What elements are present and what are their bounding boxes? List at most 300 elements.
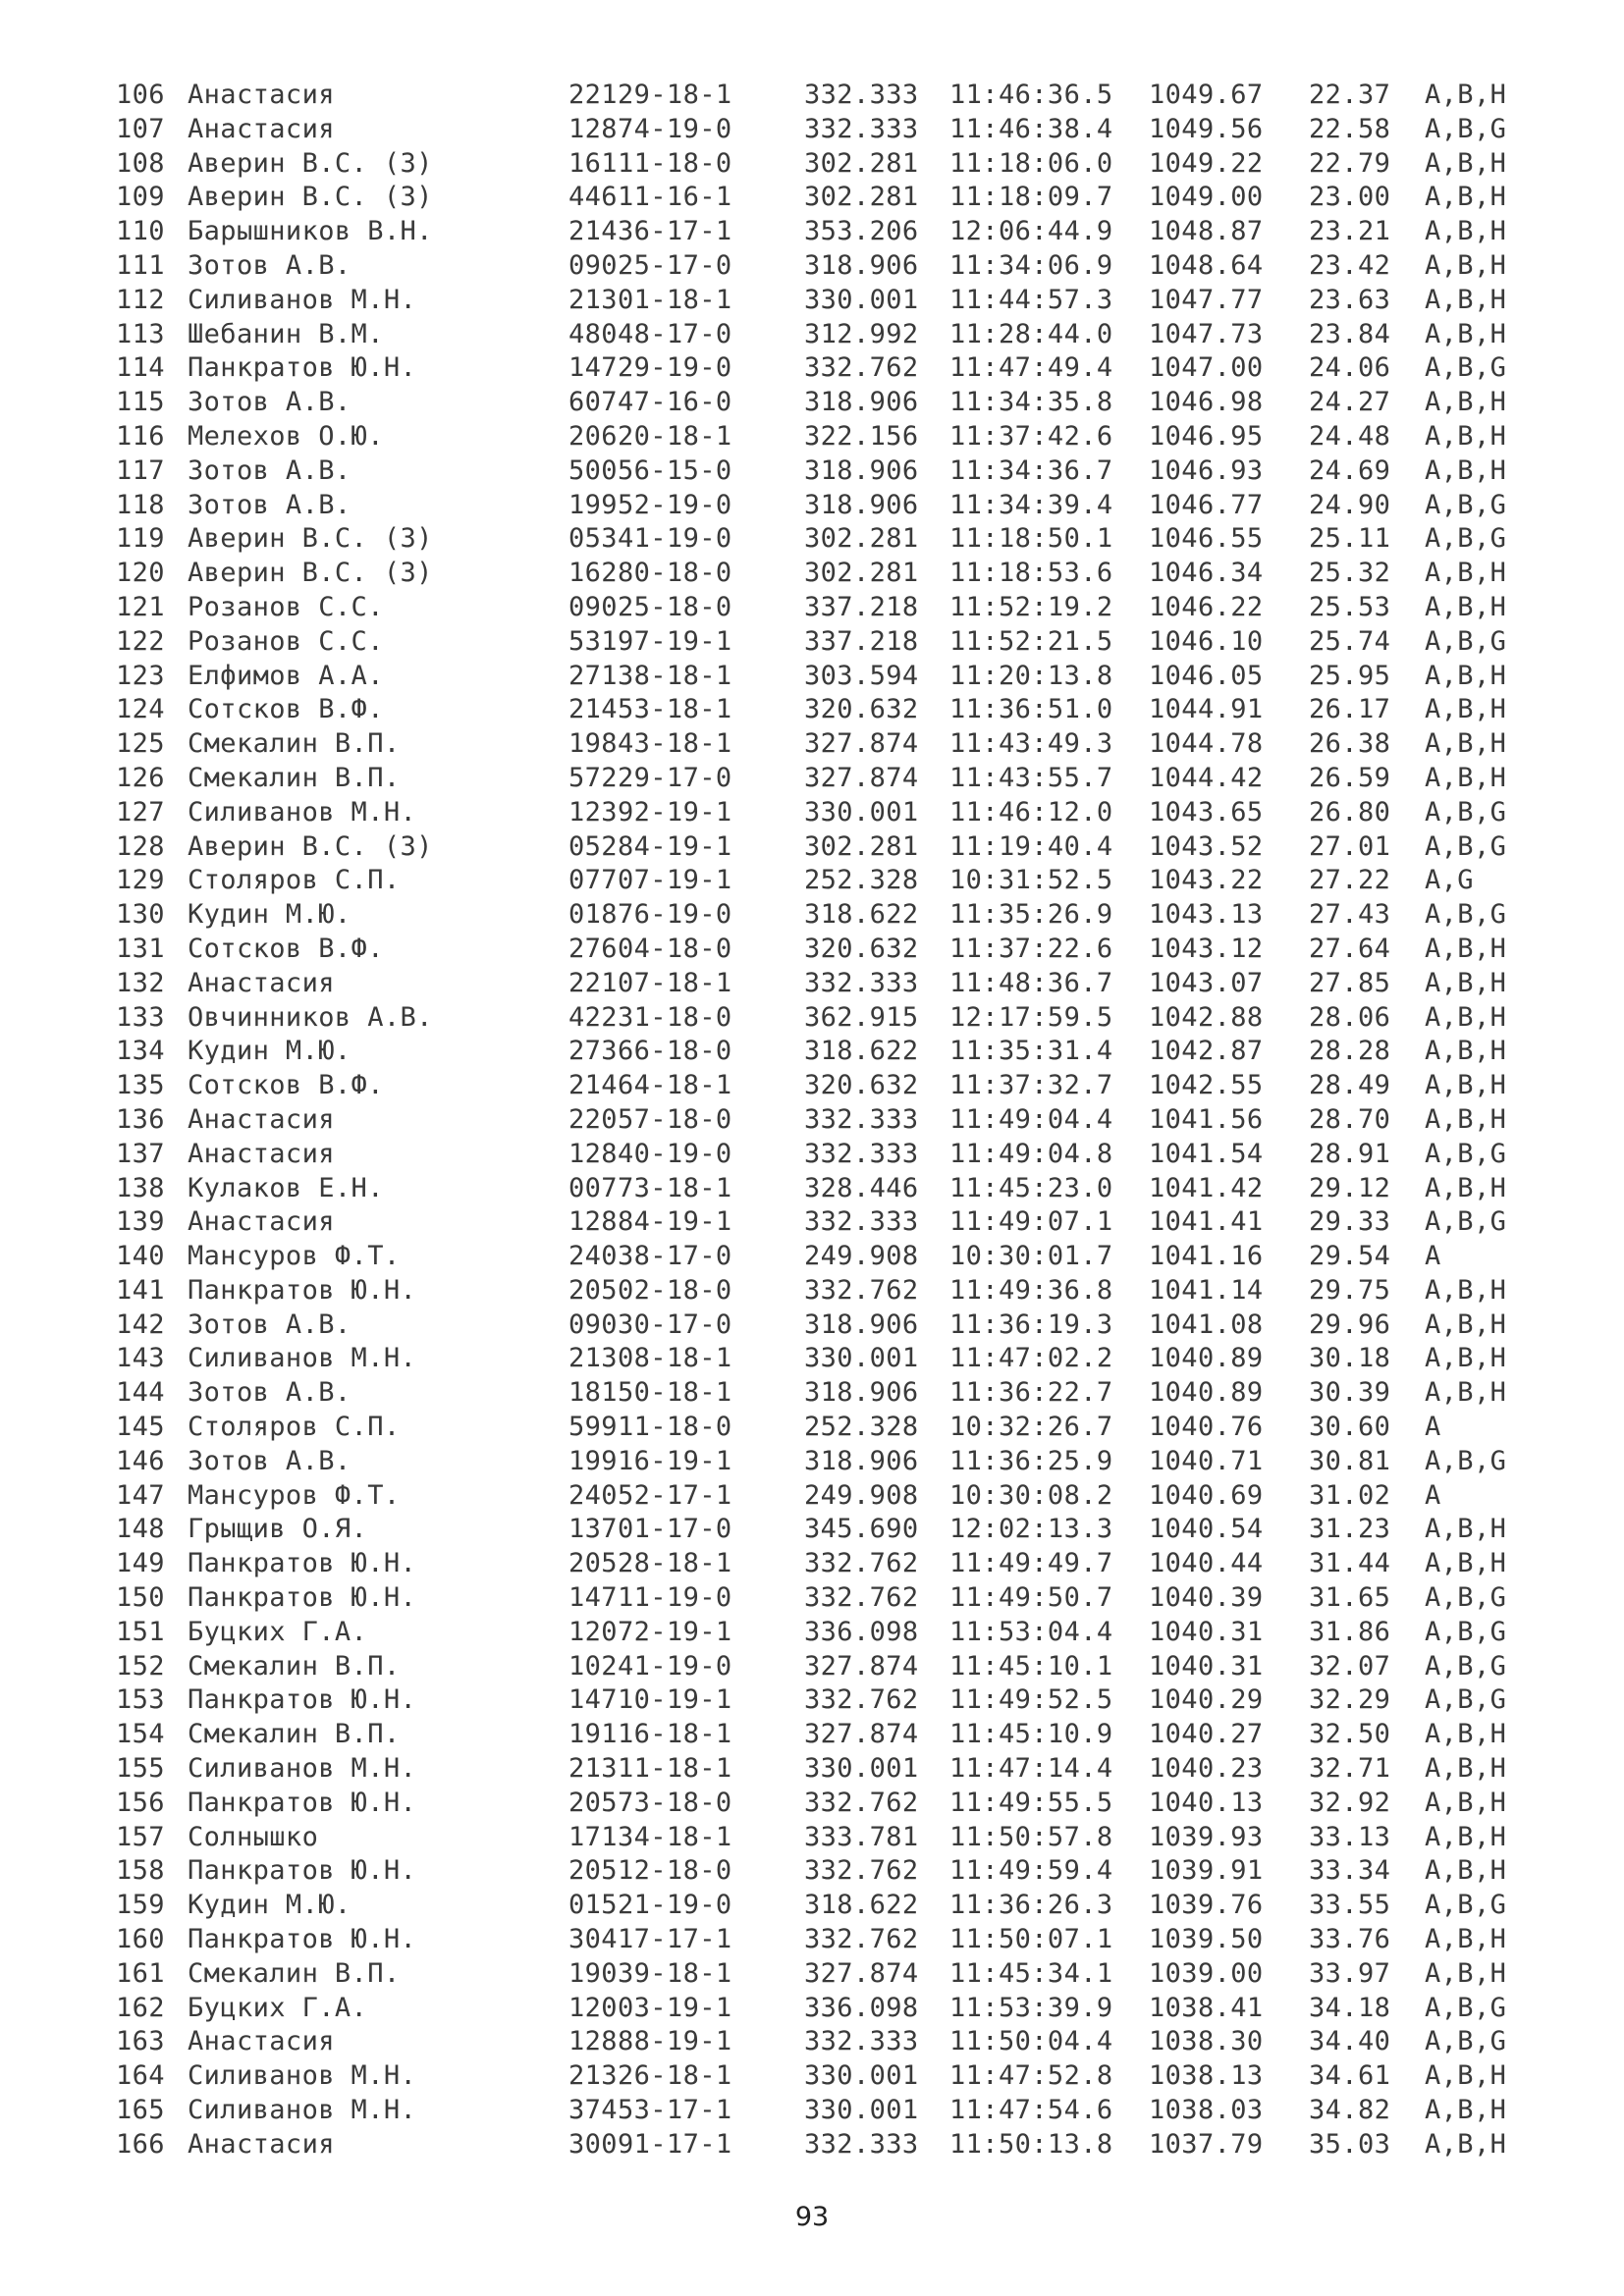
- coefficient-cell: 25.74: [1309, 625, 1391, 657]
- category-cell: A,B,H: [1425, 1957, 1507, 1989]
- fancier-name-cell: Силиванов М.Н.: [188, 1753, 417, 1785]
- table-row: [116, 762, 1533, 796]
- distance-cell: 336.098: [804, 1992, 919, 2023]
- distance-cell: 327.874: [804, 1650, 919, 1682]
- fancier-name-cell: Смекалин В.П.: [188, 1719, 401, 1750]
- speed-cell: 1040.89: [1149, 1343, 1264, 1374]
- coefficient-cell: 30.39: [1309, 1377, 1391, 1409]
- fancier-name-cell: Грыщив О.Я.: [188, 1514, 368, 1545]
- category-cell: A,B,G: [1425, 899, 1507, 931]
- category-cell: A,B,H: [1425, 762, 1507, 793]
- category-cell: A,B,H: [1425, 2128, 1507, 2160]
- table-row: [116, 1342, 1533, 1376]
- speed-cell: 1042.88: [1149, 1001, 1264, 1033]
- ring-number-cell: 00773-18-1: [568, 1172, 732, 1203]
- distance-cell: 332.762: [804, 1855, 919, 1887]
- ring-number-cell: 07707-19-1: [568, 865, 732, 896]
- table-row: [116, 1854, 1533, 1889]
- category-cell: A,B,G: [1425, 1206, 1507, 1238]
- category-cell: A,B,G: [1425, 830, 1507, 862]
- speed-cell: 1040.44: [1149, 1548, 1264, 1579]
- place-cell: 106: [116, 80, 165, 110]
- distance-cell: 337.218: [804, 591, 919, 622]
- category-cell: A,B,H: [1425, 284, 1507, 315]
- category-cell: A,B,H: [1425, 80, 1507, 110]
- table-row: [116, 522, 1533, 557]
- distance-cell: 252.328: [804, 1412, 919, 1443]
- ring-number-cell: 27366-18-0: [568, 1036, 732, 1067]
- arrival-time-cell: 11:34:06.9: [949, 249, 1113, 281]
- table-row: [116, 796, 1533, 830]
- fancier-name-cell: Барышников В.Н.: [188, 216, 433, 247]
- distance-cell: 330.001: [804, 2095, 919, 2126]
- distance-cell: 345.690: [804, 1514, 919, 1545]
- category-cell: A,B,H: [1425, 182, 1507, 213]
- arrival-time-cell: 11:47:02.2: [949, 1343, 1113, 1374]
- coefficient-cell: 34.40: [1309, 2026, 1391, 2057]
- speed-cell: 1044.78: [1149, 728, 1264, 760]
- ring-number-cell: 44611-16-1: [568, 182, 732, 213]
- arrival-time-cell: 11:48:36.7: [949, 967, 1113, 998]
- distance-cell: 327.874: [804, 762, 919, 793]
- coefficient-cell: 29.75: [1309, 1274, 1391, 1306]
- coefficient-cell: 25.53: [1309, 591, 1391, 622]
- arrival-time-cell: 11:36:22.7: [949, 1377, 1113, 1409]
- place-cell: 151: [116, 1616, 165, 1647]
- place-cell: 163: [116, 2026, 165, 2057]
- category-cell: A,B,H: [1425, 1001, 1507, 1033]
- page-number: 93: [794, 2202, 830, 2232]
- place-cell: 109: [116, 182, 165, 213]
- table-row: [116, 1992, 1533, 2026]
- speed-cell: 1049.22: [1149, 147, 1264, 179]
- category-cell: A,B,H: [1425, 249, 1507, 281]
- category-cell: A,B,G: [1425, 796, 1507, 828]
- ring-number-cell: 30417-17-1: [568, 1924, 732, 1955]
- fancier-name-cell: Панкратов Ю.Н.: [188, 1274, 417, 1306]
- distance-cell: 362.915: [804, 1001, 919, 1033]
- arrival-time-cell: 11:43:49.3: [949, 728, 1113, 760]
- table-row: [116, 1069, 1533, 1103]
- coefficient-cell: 34.82: [1309, 2095, 1391, 2126]
- arrival-time-cell: 10:31:52.5: [949, 865, 1113, 896]
- fancier-name-cell: Кудин М.Ю.: [188, 899, 352, 931]
- fancier-name-cell: Анастасия: [188, 80, 335, 110]
- speed-cell: 1039.76: [1149, 1890, 1264, 1921]
- category-cell: A,B,H: [1425, 1172, 1507, 1203]
- place-cell: 115: [116, 387, 165, 418]
- table-row: [116, 1274, 1533, 1308]
- category-cell: A,B,G: [1425, 625, 1507, 657]
- table-row: [116, 1035, 1533, 1069]
- ring-number-cell: 13701-17-0: [568, 1514, 732, 1545]
- table-row: [116, 967, 1533, 1001]
- fancier-name-cell: Зотов А.В.: [188, 1377, 352, 1409]
- table-row: [116, 1376, 1533, 1411]
- table-row: [116, 693, 1533, 727]
- arrival-time-cell: 11:44:57.3: [949, 284, 1113, 315]
- distance-cell: 318.906: [804, 1308, 919, 1340]
- category-cell: A,B,G: [1425, 1650, 1507, 1682]
- category-cell: A,B,G: [1425, 1445, 1507, 1476]
- fancier-name-cell: Зотов А.В.: [188, 249, 352, 281]
- speed-cell: 1039.50: [1149, 1924, 1264, 1955]
- table-row: [116, 898, 1533, 933]
- speed-cell: 1046.10: [1149, 625, 1264, 657]
- coefficient-cell: 32.07: [1309, 1650, 1391, 1682]
- place-cell: 112: [116, 284, 165, 315]
- place-cell: 122: [116, 625, 165, 657]
- arrival-time-cell: 11:49:59.4: [949, 1855, 1113, 1887]
- speed-cell: 1040.13: [1149, 1787, 1264, 1818]
- table-row: [116, 351, 1533, 386]
- table-row: [116, 591, 1533, 625]
- arrival-time-cell: 11:19:40.4: [949, 830, 1113, 862]
- fancier-name-cell: Панкратов Ю.Н.: [188, 1855, 417, 1887]
- distance-cell: 330.001: [804, 284, 919, 315]
- fancier-name-cell: Столяров С.П.: [188, 865, 401, 896]
- arrival-time-cell: 11:49:55.5: [949, 1787, 1113, 1818]
- coefficient-cell: 32.29: [1309, 1684, 1391, 1716]
- arrival-time-cell: 10:30:01.7: [949, 1241, 1113, 1272]
- ring-number-cell: 19952-19-0: [568, 489, 732, 520]
- ring-number-cell: 59911-18-0: [568, 1412, 732, 1443]
- table-row: [116, 284, 1533, 318]
- speed-cell: 1038.30: [1149, 2026, 1264, 2057]
- coefficient-cell: 31.02: [1309, 1479, 1391, 1511]
- distance-cell: 303.594: [804, 660, 919, 691]
- ring-number-cell: 17134-18-1: [568, 1821, 732, 1852]
- fancier-name-cell: Анастасия: [188, 2026, 335, 2057]
- category-cell: A,B,H: [1425, 147, 1507, 179]
- ring-number-cell: 21453-18-1: [568, 694, 732, 725]
- arrival-time-cell: 11:49:50.7: [949, 1582, 1113, 1614]
- speed-cell: 1039.00: [1149, 1957, 1264, 1989]
- ring-number-cell: 19039-18-1: [568, 1957, 732, 1989]
- speed-cell: 1049.00: [1149, 182, 1264, 213]
- ring-number-cell: 16111-18-0: [568, 147, 732, 179]
- speed-cell: 1039.93: [1149, 1821, 1264, 1852]
- ring-number-cell: 19916-19-1: [568, 1445, 732, 1476]
- table-row: [116, 181, 1533, 215]
- fancier-name-cell: Аверин В.С. (З): [188, 830, 433, 862]
- coefficient-cell: 32.71: [1309, 1753, 1391, 1785]
- fancier-name-cell: Зотов А.В.: [188, 1308, 352, 1340]
- fancier-name-cell: Овчинников А.В.: [188, 1001, 433, 1033]
- table-row: [116, 2128, 1533, 2163]
- coefficient-cell: 30.81: [1309, 1445, 1391, 1476]
- table-row: [116, 625, 1533, 660]
- speed-cell: 1046.22: [1149, 591, 1264, 622]
- distance-cell: 320.632: [804, 1070, 919, 1101]
- speed-cell: 1039.91: [1149, 1855, 1264, 1887]
- arrival-time-cell: 11:45:10.9: [949, 1719, 1113, 1750]
- category-cell: A: [1425, 1479, 1441, 1511]
- place-cell: 140: [116, 1241, 165, 1272]
- coefficient-cell: 33.55: [1309, 1890, 1391, 1921]
- fancier-name-cell: Панкратов Ю.Н.: [188, 1684, 417, 1716]
- ring-number-cell: 01876-19-0: [568, 899, 732, 931]
- category-cell: A,B,H: [1425, 1343, 1507, 1374]
- category-cell: A,B,H: [1425, 454, 1507, 486]
- category-cell: A,B,G: [1425, 1582, 1507, 1614]
- table-row: [116, 1752, 1533, 1787]
- table-row: [116, 830, 1533, 865]
- speed-cell: 1041.42: [1149, 1172, 1264, 1203]
- table-row: [116, 1616, 1533, 1650]
- fancier-name-cell: Анастасия: [188, 967, 335, 998]
- fancier-name-cell: Смекалин В.П.: [188, 1650, 401, 1682]
- category-cell: A,B,H: [1425, 216, 1507, 247]
- place-cell: 133: [116, 1001, 165, 1033]
- place-cell: 142: [116, 1308, 165, 1340]
- coefficient-cell: 34.61: [1309, 2060, 1391, 2092]
- place-cell: 111: [116, 249, 165, 281]
- table-row: [116, 1479, 1533, 1514]
- distance-cell: 332.762: [804, 1548, 919, 1579]
- fancier-name-cell: Кулаков Е.Н.: [188, 1172, 384, 1203]
- distance-cell: 332.762: [804, 1274, 919, 1306]
- fancier-name-cell: Буцких Г.А.: [188, 1992, 368, 2023]
- distance-cell: 318.906: [804, 489, 919, 520]
- arrival-time-cell: 11:36:51.0: [949, 694, 1113, 725]
- speed-cell: 1041.54: [1149, 1138, 1264, 1169]
- table-row: [116, 249, 1533, 284]
- distance-cell: 318.906: [804, 454, 919, 486]
- table-row: [116, 113, 1533, 147]
- ring-number-cell: 05284-19-1: [568, 830, 732, 862]
- category-cell: A,B,H: [1425, 1924, 1507, 1955]
- fancier-name-cell: Мансуров Ф.Т.: [188, 1241, 401, 1272]
- fancier-name-cell: Смекалин В.П.: [188, 762, 401, 793]
- fancier-name-cell: Мансуров Ф.Т.: [188, 1479, 401, 1511]
- coefficient-cell: 27.22: [1309, 865, 1391, 896]
- place-cell: 125: [116, 728, 165, 760]
- speed-cell: 1046.05: [1149, 660, 1264, 691]
- category-cell: A,B,G: [1425, 1684, 1507, 1716]
- coefficient-cell: 24.27: [1309, 387, 1391, 418]
- table-row: [116, 1103, 1533, 1138]
- arrival-time-cell: 11:20:13.8: [949, 660, 1113, 691]
- category-cell: A,B,G: [1425, 2026, 1507, 2057]
- coefficient-cell: 27.01: [1309, 830, 1391, 862]
- ring-number-cell: 12888-19-1: [568, 2026, 732, 2057]
- coefficient-cell: 22.58: [1309, 113, 1391, 144]
- category-cell: A: [1425, 1241, 1441, 1272]
- speed-cell: 1040.31: [1149, 1616, 1264, 1647]
- coefficient-cell: 24.69: [1309, 454, 1391, 486]
- category-cell: A,B,H: [1425, 728, 1507, 760]
- ring-number-cell: 09030-17-0: [568, 1308, 732, 1340]
- fancier-name-cell: Зотов А.В.: [188, 387, 352, 418]
- place-cell: 110: [116, 216, 165, 247]
- place-cell: 121: [116, 591, 165, 622]
- coefficient-cell: 30.60: [1309, 1412, 1391, 1443]
- arrival-time-cell: 11:47:54.6: [949, 2095, 1113, 2126]
- ring-number-cell: 20512-18-0: [568, 1855, 732, 1887]
- fancier-name-cell: Анастасия: [188, 1103, 335, 1135]
- distance-cell: 249.908: [804, 1241, 919, 1272]
- table-row: [116, 1683, 1533, 1718]
- speed-cell: 1038.13: [1149, 2060, 1264, 2092]
- place-cell: 137: [116, 1138, 165, 1169]
- speed-cell: 1046.55: [1149, 523, 1264, 555]
- speed-cell: 1041.56: [1149, 1103, 1264, 1135]
- ring-number-cell: 21464-18-1: [568, 1070, 732, 1101]
- ring-number-cell: 53197-19-1: [568, 625, 732, 657]
- arrival-time-cell: 11:35:31.4: [949, 1036, 1113, 1067]
- category-cell: A,B,H: [1425, 1514, 1507, 1545]
- fancier-name-cell: Сотсков В.Ф.: [188, 1070, 384, 1101]
- ring-number-cell: 19116-18-1: [568, 1719, 732, 1750]
- speed-cell: 1041.14: [1149, 1274, 1264, 1306]
- arrival-time-cell: 11:28:44.0: [949, 318, 1113, 349]
- ring-number-cell: 18150-18-1: [568, 1377, 732, 1409]
- arrival-time-cell: 11:47:49.4: [949, 352, 1113, 384]
- speed-cell: 1038.41: [1149, 1992, 1264, 2023]
- category-cell: A,B,G: [1425, 1992, 1507, 2023]
- coefficient-cell: 34.18: [1309, 1992, 1391, 2023]
- distance-cell: 332.762: [804, 1582, 919, 1614]
- category-cell: A,B,H: [1425, 1036, 1507, 1067]
- distance-cell: 332.762: [804, 1924, 919, 1955]
- table-row: [116, 1308, 1533, 1343]
- distance-cell: 330.001: [804, 1343, 919, 1374]
- fancier-name-cell: Панкратов Ю.Н.: [188, 352, 417, 384]
- speed-cell: 1046.93: [1149, 454, 1264, 486]
- ring-number-cell: 50056-15-0: [568, 454, 732, 486]
- category-cell: A,B,H: [1425, 1308, 1507, 1340]
- category-cell: A,B,G: [1425, 489, 1507, 520]
- ring-number-cell: 37453-17-1: [568, 2095, 732, 2126]
- fancier-name-cell: Смекалин В.П.: [188, 728, 401, 760]
- fancier-name-cell: Сотсков В.Ф.: [188, 933, 384, 964]
- fancier-name-cell: Аверин В.С. (З): [188, 558, 433, 589]
- table-row: [116, 1513, 1533, 1547]
- table-row: [116, 864, 1533, 898]
- place-cell: 107: [116, 113, 165, 144]
- coefficient-cell: 26.80: [1309, 796, 1391, 828]
- table-row: [116, 1718, 1533, 1752]
- coefficient-cell: 28.70: [1309, 1103, 1391, 1135]
- place-cell: 144: [116, 1377, 165, 1409]
- speed-cell: 1043.22: [1149, 865, 1264, 896]
- arrival-time-cell: 11:18:06.0: [949, 147, 1113, 179]
- table-row: [116, 1240, 1533, 1274]
- coefficient-cell: 29.12: [1309, 1172, 1391, 1203]
- speed-cell: 1043.12: [1149, 933, 1264, 964]
- category-cell: A,B,H: [1425, 967, 1507, 998]
- table-row: [116, 660, 1533, 694]
- ring-number-cell: 57229-17-0: [568, 762, 732, 793]
- coefficient-cell: 29.33: [1309, 1206, 1391, 1238]
- distance-cell: 332.333: [804, 2026, 919, 2057]
- arrival-time-cell: 11:45:10.1: [949, 1650, 1113, 1682]
- coefficient-cell: 32.92: [1309, 1787, 1391, 1818]
- table-row: [116, 2094, 1533, 2128]
- table-row: [116, 1547, 1533, 1581]
- category-cell: A,B,G: [1425, 1616, 1507, 1647]
- ring-number-cell: 21301-18-1: [568, 284, 732, 315]
- distance-cell: 302.281: [804, 558, 919, 589]
- coefficient-cell: 31.86: [1309, 1616, 1391, 1647]
- distance-cell: 333.781: [804, 1821, 919, 1852]
- place-cell: 116: [116, 420, 165, 452]
- speed-cell: 1046.95: [1149, 420, 1264, 452]
- coefficient-cell: 23.00: [1309, 182, 1391, 213]
- speed-cell: 1040.27: [1149, 1719, 1264, 1750]
- speed-cell: 1047.77: [1149, 284, 1264, 315]
- coefficient-cell: 30.18: [1309, 1343, 1391, 1374]
- table-row: [116, 79, 1533, 113]
- arrival-time-cell: 11:18:53.6: [949, 558, 1113, 589]
- ring-number-cell: 12072-19-1: [568, 1616, 732, 1647]
- ring-number-cell: 14710-19-1: [568, 1684, 732, 1716]
- fancier-name-cell: Силиванов М.Н.: [188, 284, 417, 315]
- table-row: [116, 1889, 1533, 1923]
- ring-number-cell: 27138-18-1: [568, 660, 732, 691]
- arrival-time-cell: 11:49:04.8: [949, 1138, 1113, 1169]
- coefficient-cell: 31.44: [1309, 1548, 1391, 1579]
- speed-cell: 1046.34: [1149, 558, 1264, 589]
- speed-cell: 1047.00: [1149, 352, 1264, 384]
- ring-number-cell: 20620-18-1: [568, 420, 732, 452]
- speed-cell: 1049.56: [1149, 113, 1264, 144]
- fancier-name-cell: Смекалин В.П.: [188, 1957, 401, 1989]
- distance-cell: 320.632: [804, 933, 919, 964]
- coefficient-cell: 26.59: [1309, 762, 1391, 793]
- distance-cell: 249.908: [804, 1479, 919, 1511]
- speed-cell: 1046.77: [1149, 489, 1264, 520]
- coefficient-cell: 29.96: [1309, 1308, 1391, 1340]
- ring-number-cell: 14711-19-0: [568, 1582, 732, 1614]
- fancier-name-cell: Кудин М.Ю.: [188, 1890, 352, 1921]
- ring-number-cell: 60747-16-0: [568, 387, 732, 418]
- arrival-time-cell: 11:49:49.7: [949, 1548, 1113, 1579]
- distance-cell: 337.218: [804, 625, 919, 657]
- fancier-name-cell: Аверин В.С. (З): [188, 523, 433, 555]
- arrival-time-cell: 11:47:14.4: [949, 1753, 1113, 1785]
- place-cell: 124: [116, 694, 165, 725]
- arrival-time-cell: 11:47:52.8: [949, 2060, 1113, 2092]
- distance-cell: 322.156: [804, 420, 919, 452]
- speed-cell: 1042.87: [1149, 1036, 1264, 1067]
- fancier-name-cell: Зотов А.В.: [188, 489, 352, 520]
- fancier-name-cell: Столяров С.П.: [188, 1412, 401, 1443]
- category-cell: A,B,H: [1425, 1070, 1507, 1101]
- place-cell: 138: [116, 1172, 165, 1203]
- category-cell: A,B,H: [1425, 1855, 1507, 1887]
- ring-number-cell: 21308-18-1: [568, 1343, 732, 1374]
- category-cell: A,B,G: [1425, 352, 1507, 384]
- ring-number-cell: 21326-18-1: [568, 2060, 732, 2092]
- place-cell: 123: [116, 660, 165, 691]
- place-cell: 159: [116, 1890, 165, 1921]
- place-cell: 139: [116, 1206, 165, 1238]
- fancier-name-cell: Мелехов О.Ю.: [188, 420, 384, 452]
- distance-cell: 330.001: [804, 2060, 919, 2092]
- table-row: [116, 1172, 1533, 1206]
- speed-cell: 1041.41: [1149, 1206, 1264, 1238]
- distance-cell: 302.281: [804, 830, 919, 862]
- coefficient-cell: 24.90: [1309, 489, 1391, 520]
- ring-number-cell: 09025-18-0: [568, 591, 732, 622]
- category-cell: A,B,H: [1425, 1103, 1507, 1135]
- fancier-name-cell: Аверин В.С. (З): [188, 147, 433, 179]
- fancier-name-cell: Розанов С.С.: [188, 591, 384, 622]
- distance-cell: 318.622: [804, 1036, 919, 1067]
- place-cell: 156: [116, 1787, 165, 1818]
